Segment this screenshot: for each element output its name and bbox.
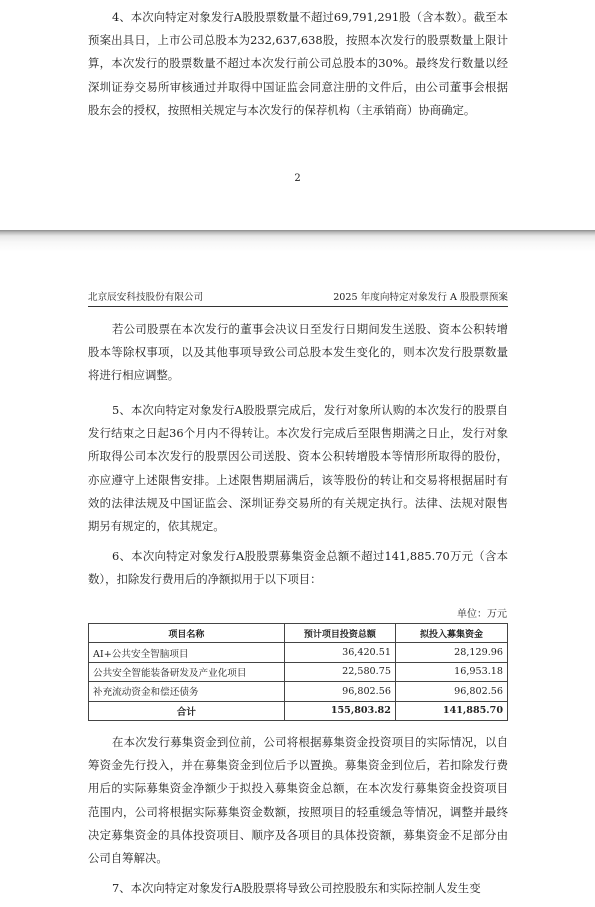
running-header [88,289,508,307]
table-header-row [89,624,508,643]
page-gap [0,230,595,252]
paragraph-after-table: 在本次发行募集资金到位前，公司将根据募集资金投资项目的实际情况，以自筹资金先行投入，并在募集资金到位后予以置换。募集资金到位后，若扣除发行费用后的实际募集资金净额少于拟投入募集资金总额，在本次发行募集资金投资项目范围内，公司将根据实际募集资金数额，按照项目的轻重缓急等情况，调整并最终决定募集资金的具体投资项目、顺序及各项目的具体投资额，募集资金不足部分由公司自筹解决。 [88,735,508,866]
total-investment: 36,420.51 [284,643,395,662]
header-title: 2025 年度向特定对象发行 A 股股票预案 [333,292,508,303]
header-project-name: 项目名称 [89,624,285,643]
raised-funds: 16,953.18 [395,662,507,681]
table-row [89,682,508,701]
fund-table [88,623,508,721]
header-company: 北京辰安科技股份有限公司 [88,292,204,303]
raised-funds: 28,129.96 [395,643,507,662]
paragraph-continued: 若公司股票在本次发行的董事会决议日至发行日期间发生送股、资本公积转增股本等除权事项，以及其他事项导致公司总股本发生变化的，则本次发行股票数量将进行相应调整。 [88,322,508,383]
total-investment: 22,580.75 [284,662,395,681]
table-row [89,662,508,681]
header-raised-funds: 拟投入募集资金 [395,624,507,643]
page-top [0,0,595,230]
paragraph-6: 6、本次向特定对象发行A股股票募集资金总额不超过141,885.70万元（含本数），扣除发行费用后的净额拟用于以下项目： [88,549,508,587]
paragraph-4: 4、本次向特定对象发行A股股票数量不超过69,791,291股（含本数）。截至本预案出具日，上市公司总股本为232,637,638股，按照本次发行的股票数量上限计算，本次发行的股票数量不超过本次发行前公司总股本的30%。最终发行数量以经深圳证券交易所审核通过并取得中国证监会同意注册的文件后，由公司董事会根据股东会的授权，按照相关规定与本次发行的保荐机构（主承销商）协商确定。 [88,10,508,117]
total-label: 合计 [89,701,285,720]
project-name: 公共安全智能装备研发及产业化项目 [89,662,285,681]
total-investment-sum: 155,803.82 [284,701,395,720]
raised-funds: 96,802.56 [395,682,507,701]
table-total-row [89,701,508,720]
paragraph-7: 7、本次向特定对象发行A股股票将导致公司控股股东和实际控制人发生变 [112,881,481,895]
total-investment: 96,802.56 [284,682,395,701]
project-name: 补充流动资金和偿还债务 [89,682,285,701]
unit-label: 单位：万元 [457,609,507,620]
paragraph-5: 5、本次向特定对象发行A股股票完成后，发行对象所认购的本次发行的股票自发行结束之日起36个月内不得转让。本次发行完成后至限售期满之日止，发行对象所取得公司本次发行的股票因公司送股、资本公积转增股本等情形所取得的股份，亦应遵守上述限售安排。上述限售期届满后，该等股份的转让和交易将根据届时有效的法律法规及中国证监会、深圳证券交易所的有关规定执行。法律、法规对限售期另有规定的，依其规定。 [88,403,508,534]
project-name: AI+公共安全智脑项目 [89,643,285,662]
header-total-investment: 预计项目投资总额 [284,624,395,643]
page-number: 2 [294,173,301,184]
table-row [89,643,508,662]
raised-funds-sum: 141,885.70 [395,701,507,720]
